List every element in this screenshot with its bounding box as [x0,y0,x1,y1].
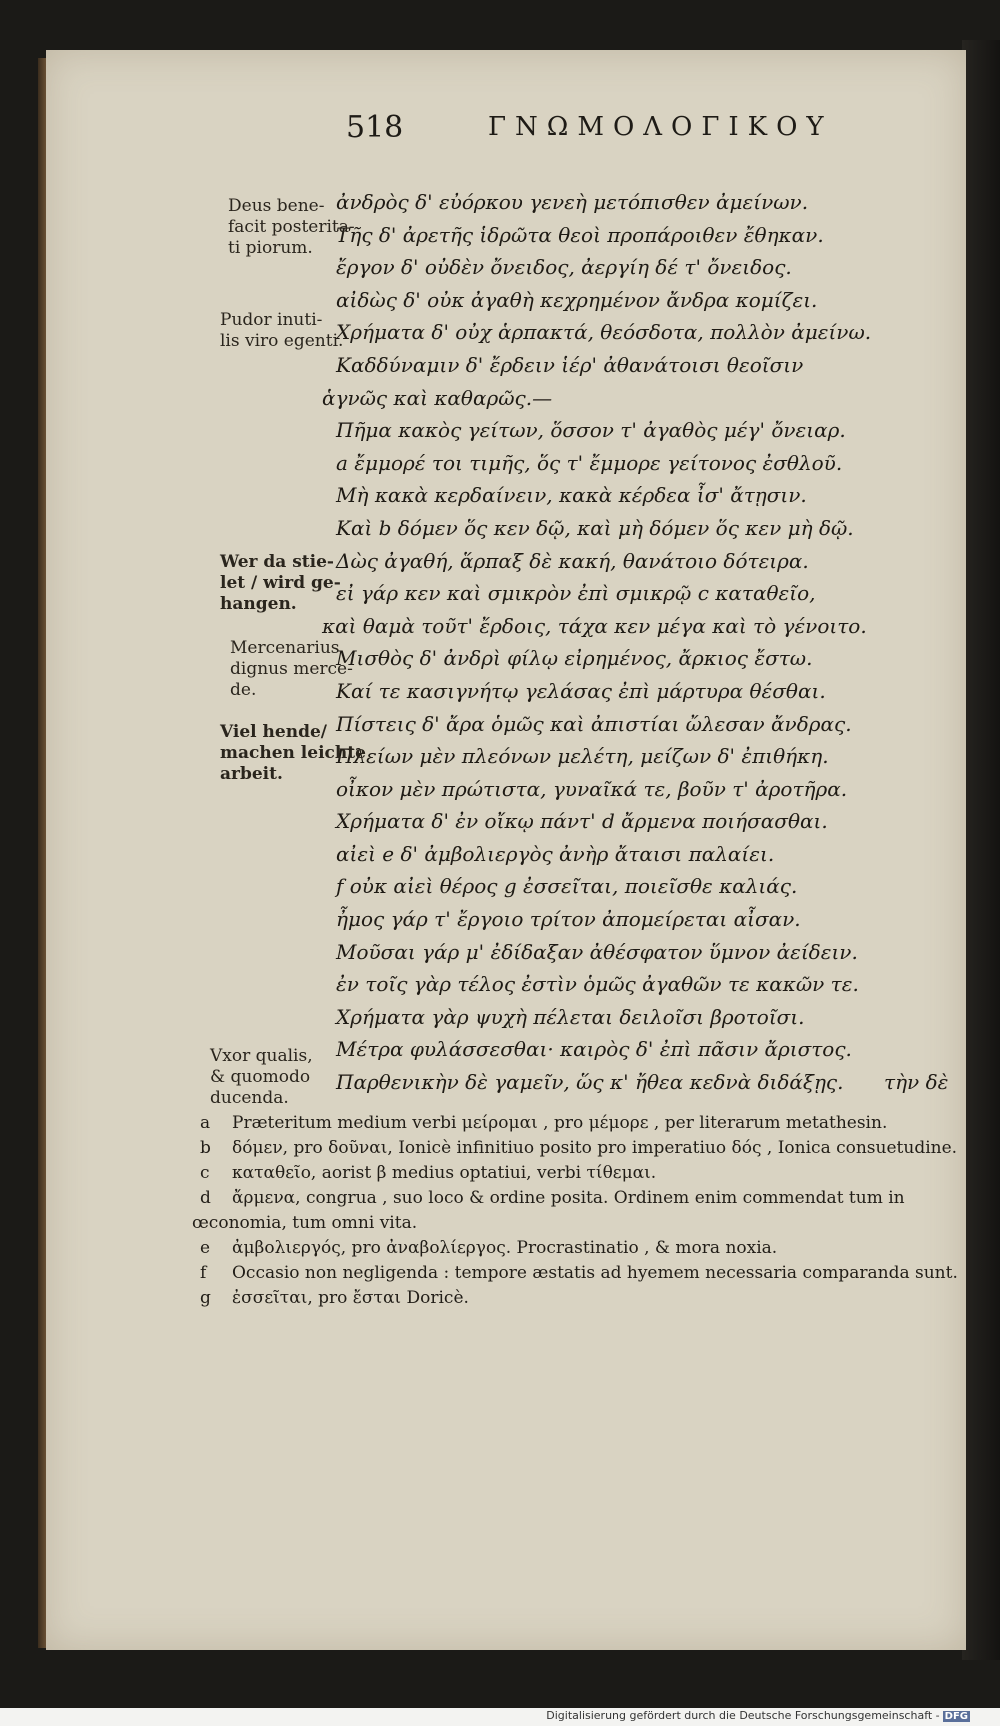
page-number: 518 [346,110,404,145]
running-title: ΓΝΩΜΟΛΟΓΙΚΟΥ [488,112,833,142]
verse-line: Πίστεις δ' ἄρα ὁμῶς καὶ ἀπιστίαι ὤλεσαν ἄνδρας. [336,711,852,736]
verse-line: Μοῦσαι γάρ μ' ἐδίδαξαν ἀθέσφατον ὕμνον ἀείδειν. [336,939,858,964]
verse-line: αἰδὼς δ' οὐκ ἀγαθὴ κεχρημένον ἄνδρα κομίζει. [336,287,818,312]
scan-background-right [962,40,1000,1660]
footnote-letter: d [200,1188,211,1208]
verse-line: Πῆμα κακὸς γείτων, ὅσσον τ' ἀγαθὸς μέγ' ὄνειαρ. [336,418,846,443]
verse-line: ἁγνῶς καὶ καθαρῶς.— [322,385,553,410]
marginal-line: ducenda. [210,1088,289,1108]
marginal-line: machen leichte [220,743,366,763]
footnote-letter: b [200,1138,211,1158]
footnote [200,1262,960,1284]
marginal-line: hangen. [220,594,297,614]
verse-line: Καί τε κασιγνήτῳ γελάσας ἐπὶ μάρτυρα θέσθαι. [336,678,826,703]
credit-text: Digitalisierung gefördert durch die Deutsche Forschungsgemeinschaft - [546,1709,940,1722]
verse-line: Πλείων μὲν πλεόνων μελέτη, μείζων δ' ἐπιθήκη. [336,744,829,769]
footnote-text: ἐσσεῖται, pro ἔσται Doricè. [232,1288,469,1308]
verse-line: εἰ γάρ κεν καὶ σμικρὸν ἐπὶ σμικρῷ c καταθεῖο, [336,581,816,606]
footnote [200,1137,960,1159]
footnote-letter: e [200,1238,211,1258]
marginal-line: Deus bene- [228,196,325,216]
marginal-line: Pudor inuti- [220,310,323,330]
footnote [200,1237,960,1259]
verse-line: ἦμος γάρ τ' ἔργοιο τρίτον ἀπομείρεται αἶσαν. [336,907,801,932]
verse-line: ἔργον δ' οὐδὲν ὄνειδος, ἀεργίη δέ τ' ὄνειδος. [336,255,792,280]
footnote-text: ἄρμενα, congrua , suo loco & ordine posita. Ordinem enim commendat tum in [232,1188,905,1208]
verse-line: Παρθενικὴν δὲ γαμεῖν, ὥς κ' ἤθεα κεδνὰ διδάξῃς. [336,1070,844,1095]
marginal-line: ti piorum. [228,238,313,258]
verse-line: Μισθὸς δ' ἀνδρὶ φίλῳ εἰρημένος, ἄρκιος ἔστω. [336,646,813,671]
marginal-line: lis viro egenti. [220,331,344,351]
verse-line: αἰεὶ e δ' ἀμβολιεργὸς ἀνὴρ ἄταισι παλαίει. [336,841,775,866]
verse-line: Καὶ b δόμεν ὅς κεν δῷ, καὶ μὴ δόμεν ὅς κεν μὴ δῷ. [336,515,854,540]
footnote-continuation [192,1212,960,1234]
verse-line: f οὐκ αἰεὶ θέρος g ἐσσεῖται, ποιεῖσθε καλιάς. [336,874,798,899]
verse-line: Δὼς ἀγαθή, ἅρπαξ δὲ κακή, θανάτοιο δότειρα. [336,548,809,573]
footnote-text: ἀμβολιεργός, pro ἀναβολίεργος. Procrastinatio , & mora noxia. [232,1238,778,1258]
footnotes [192,1112,960,1312]
marginal-line: facit posterita- [228,217,355,237]
verse-line: Τῆς δ' ἀρετῆς ἱδρῶτα θεοὶ προπάροιθεν ἔθηκαν. [336,222,824,247]
marginal-note [220,310,343,352]
marginal-line: Viel hende/ [220,722,327,742]
marginal-line: Wer da stie- [220,552,334,572]
verse-line: καὶ θαμὰ τοῦτ' ἔρδοις, τάχα κεν μέγα καὶ τὸ γένοιτο. [322,613,867,638]
footnote-letter: a [200,1113,211,1133]
footnote [200,1187,960,1209]
verse-line: Μὴ κακὰ κερδαίνειν, κακὰ κέρδεα ἶσ' ἄτῃσιν. [336,483,807,508]
footnote-text: Occasio non negligenda : tempore æstatis ad hyemem necessaria comparanda sunt. [232,1263,958,1283]
footnote-letter: f [200,1263,207,1283]
verse-line: ἀνδρὸς δ' εὐόρκου γενεὴ μετόπισθεν ἀμείνων. [336,190,809,214]
verse-line: ἐν τοῖς γὰρ τέλος ἐστὶν ὁμῶς ἀγαθῶν τε κακῶν τε. [336,972,859,997]
greek-verse-block [322,186,936,1099]
catchword: τὴν δὲ [884,1070,949,1094]
marginal-note [210,1046,313,1109]
marginal-note [228,196,355,259]
marginal-note [220,552,341,615]
footnote-text: Præteritum medium verbi μείρομαι , pro μέμορε , per literarum metathesin. [232,1113,888,1133]
footnote-letter: c [200,1163,210,1183]
footnote-letter: g [200,1288,211,1308]
dfg-logo[interactable]: DFG [944,1711,968,1722]
verse-line: Χρήματα δ' ἐν οἴκῳ πάντ' d ἄρμενα ποιήσασθαι. [336,809,828,834]
footnote-text: œconomia, tum omni vita. [192,1213,418,1233]
digitization-credit [546,1709,970,1722]
verse-line: Καδδύναμιν δ' ἔρδειν ἱέρ' ἀθανάτοισι θεοῖσιν [336,352,804,377]
verse-line: Χρήματα δ' οὐχ ἁρπακτά, θεόσδοτα, πολλὸν ἀμείνω. [336,320,872,345]
marginal-line: let / wird ge- [220,573,341,593]
verse-line: Χρήματα γὰρ ψυχὴ πέλεται δειλοῖσι βροτοῖσι. [336,1004,805,1029]
marginal-line: & quomodo [210,1067,311,1087]
marginal-line: de. [230,680,257,700]
verse-line: Μέτρα φυλάσσεσθαι· καιρὸς δ' ἐπὶ πᾶσιν ἄριστος. [336,1037,852,1062]
footnote [200,1287,960,1309]
marginal-line: arbeit. [220,764,283,784]
marginal-line: Vxor qualis, [210,1046,313,1066]
footnote [200,1112,960,1134]
marginal-line: dignus merce- [230,659,353,679]
footnote-text: δόμεν, pro δοῦναι, Ionicè infinitiuo posito pro imperatiuo δός , Ionica consuetudine. [232,1138,958,1158]
verse-line: a ἔμμορέ τοι τιμῆς, ὅς τ' ἔμμορε γείτονος ἐσθλοῦ. [336,450,843,475]
footnote [200,1162,960,1184]
marginal-line: Mercenarius [230,638,340,658]
footnote-text: καταθεῖο, aorist β medius optatiui, verbi τίθεμαι. [232,1163,657,1183]
marginal-note [230,638,353,701]
marginal-note [220,722,366,785]
page-header [298,110,958,150]
verse-line: οἶκον μὲν πρώτιστα, γυναῖκά τε, βοῦν τ' ἀροτῆρα. [336,776,848,801]
